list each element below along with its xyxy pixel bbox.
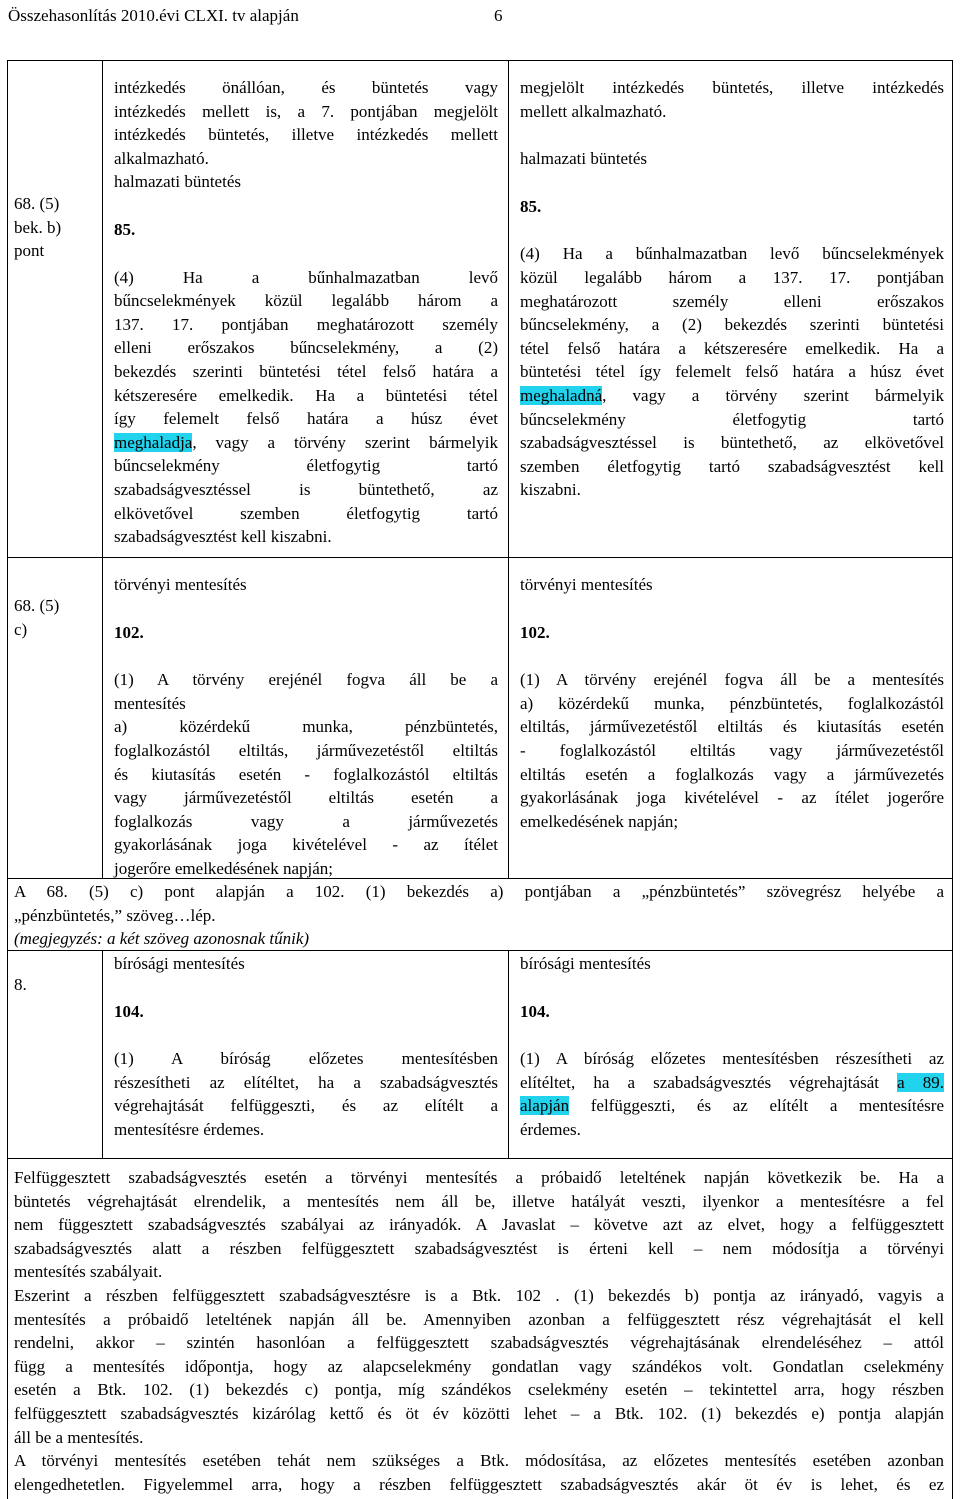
text-line: gyakorlásának joga kivételével - az ítélet — [114, 835, 498, 855]
text-line: mellett alkalmazható. — [520, 101, 667, 121]
table-top-border — [7, 60, 953, 61]
row2-reference — [14, 594, 98, 641]
text-line: vagy járművezetéstől eltiltás esetén a — [114, 788, 498, 808]
section-heading: halmazati büntetés — [114, 172, 241, 192]
text-line: szabadságvesztéssel is büntethető, az — [114, 479, 498, 499]
ref-line: bek. b) — [14, 217, 62, 237]
ref-line: 68. (5) — [14, 596, 60, 615]
row1-reference — [14, 192, 98, 263]
commentary-line: áll be a mentesítés. — [14, 1427, 144, 1447]
commentary-line: Felfüggesztett szabadságvesztés esetén a törvényi mentesítés a próbaidő leteltének napján következik be. Ha a — [14, 1168, 944, 1187]
section-heading: halmazati büntetés — [520, 149, 647, 169]
text-line — [520, 1094, 944, 1118]
section-heading: törvényi mentesítés — [520, 575, 653, 594]
text-span: elítéltet, ha a szabadságvesztés végrehajtását — [520, 1072, 898, 1092]
commentary-line: felfüggesztett szabadságvesztés kizárólag kettő és öt év közötti lehet – a Btk. 102. (1) bekezdés e) pontja alapján — [14, 1403, 944, 1423]
text-line: kétszeresére emelkedik. Ha a büntetési tétel — [114, 385, 498, 405]
section-number: 85. — [520, 196, 542, 216]
text-line: bűncselekmények közül legalább három a — [114, 291, 498, 311]
column-divider-2 — [508, 60, 509, 878]
text-line: büntetési tétel így felemelt felső határa a húsz évet — [520, 362, 944, 382]
commentary-line: függ a mentesítés időpontja, hogy az alapcselekmény gondatlan vagy szándékos volt. Gondatlan cselekmény — [14, 1356, 944, 1376]
row3-old-text — [114, 952, 498, 1142]
text-line: közül legalább három a 137. 17. pontjában — [520, 267, 944, 287]
text-line: részesítheti az elítéltet, ha a szabadságvesztés — [114, 1072, 498, 1092]
section-number: 104. — [114, 1001, 144, 1021]
text-line: a) közérdekű munka, pénzbüntetés, foglalkozástól — [520, 693, 944, 713]
column-divider-1b — [102, 950, 103, 1158]
ref-line: 68. (5) — [14, 194, 60, 213]
text-line: intézkedés önállóan, és büntetés vagy — [114, 78, 498, 97]
table-border-left — [7, 60, 8, 1499]
row1-new-text — [520, 76, 944, 502]
ref-line: pont — [14, 241, 45, 261]
text-line: (1) A törvény erejénél fogva áll be a mentesítés — [520, 670, 944, 690]
note-remark: (megjegyzés: a két szöveg azonosnak tűnik) — [14, 929, 310, 949]
text-line: (4) Ha a bűnhalmazatban levő bűncselekmények — [520, 244, 944, 264]
section-heading: bírósági mentesítés — [520, 954, 651, 973]
text-line: elkövetővel szemben életfogytig tartó — [114, 503, 498, 523]
text-line — [520, 384, 944, 408]
text-line: szabadságvesztéssel is büntethető, az elkövetővel — [520, 433, 944, 453]
commentary-line: büntetés végrehajtását elrendelik, a mentesítés nem áll be, illetve hatályát veszti, ilyenkor a mentesítésre a fel — [14, 1191, 944, 1211]
text-line: gyakorlásának joga kivételével - az ítélet jogerőre — [520, 788, 944, 808]
text-line: (1) A bíróság előzetes mentesítésben részesítheti az — [520, 1049, 944, 1069]
text-line: emelkedésének napján; — [520, 811, 679, 831]
text-line: jogerőre emelkedésének napján; — [114, 858, 334, 878]
text-line: bekezdés szerinti büntetési tétel felső határa a — [114, 361, 498, 381]
text-line: intézkedés büntetés, illetve intézkedés mellett — [114, 125, 498, 145]
row3-reference — [14, 973, 98, 997]
section-number: 104. — [520, 1001, 550, 1021]
text-line: tétel felső határa a kétszeresére emelkedik. Ha a — [520, 338, 944, 358]
row3-new-text — [520, 952, 944, 1142]
table-border-right — [952, 60, 953, 1499]
commentary-line: esetén a Btk. 102. (1) bekezdés c) pontja, míg szándékos cselekmény esetén – tekintettel arra, hogy részben — [14, 1380, 944, 1400]
text-line: a) közérdekű munka, pénzbüntetés, — [114, 717, 498, 737]
text-line: bűncselekmény, a (2) bekezdés szerinti büntetési — [520, 315, 944, 335]
text-line: mentesítésre érdemes. — [114, 1119, 265, 1139]
row2-amendment-note — [14, 880, 944, 951]
text-line: bűncselekmény életfogytig tartó — [520, 409, 944, 429]
text-span: felfüggeszti, és az elítélt a mentesítésre — [569, 1096, 944, 1116]
text-line: mentesítés — [114, 693, 186, 713]
text-line: meghatározott személy elleni erőszakos — [520, 291, 944, 311]
highlighted-change: alapján — [520, 1096, 570, 1116]
ref-line: 8. — [14, 975, 27, 994]
highlighted-change: a 89. — [897, 1072, 945, 1092]
commentary-line: rendelni, akkor – szintén hasonlóan a felfüggesztett szabadságvesztés végrehajtásának elrendeléséhez – attól — [14, 1333, 944, 1353]
text-line: alkalmazható. — [114, 148, 209, 168]
document-header-title: Összehasonlítás 2010.évi CLXI. tv alapján — [8, 6, 299, 25]
text-line: megjelölt intézkedés büntetés, illetve intézkedés — [520, 78, 944, 97]
commentary-line: elengedhetetlen. Figyelemmel arra, hogy a részben felfüggesztett szabadságvesztés akár öt év is lehet, és ez — [14, 1474, 944, 1494]
text-line: (1) A bíróság előzetes mentesítésben — [114, 1049, 498, 1069]
text-line: eltiltás, járművezetéstől eltiltás és kiutasítás esetén — [520, 717, 944, 737]
note-line: A 68. (5) c) pont alapján a 102. (1) bekezdés a) pontjában a „pénzbüntetés” szövegrész helyébe a — [14, 882, 944, 901]
row1-old-text — [114, 76, 498, 549]
text-line — [520, 1071, 944, 1095]
text-line: így felemelt felső határa a húsz évet — [114, 409, 498, 429]
text-line: bűncselekmény életfogytig tartó — [114, 456, 498, 476]
column-divider-2b — [508, 950, 509, 1158]
row2-new-text — [520, 573, 944, 833]
text-line: foglalkozás vagy a járművezetés — [114, 811, 498, 831]
text-span: , vagy a törvény szerint bármelyik — [192, 432, 498, 452]
commentary-line: nem függesztett szabadságvesztés szabályai az irányadók. A Javaslat – követve azt az elvet, hogy a felfüggesztett — [14, 1215, 944, 1235]
section-heading: törvényi mentesítés — [114, 575, 247, 594]
text-line: szemben életfogytig tartó szabadságvesztést kell — [520, 456, 944, 476]
text-span: , vagy a törvény szerint bármelyik — [602, 385, 944, 405]
commentary-text — [14, 1166, 944, 1496]
row-divider-1 — [7, 557, 953, 558]
section-number: 102. — [520, 622, 550, 642]
ref-line: c) — [14, 619, 28, 639]
text-line: (4) Ha a bűnhalmazatban levő — [114, 267, 498, 287]
commentary-line: Eszerint a részben felfüggesztett szabadságvesztésre is a Btk. 102 . (1) bekezdés b) pontja az irányadó, vagyis a — [14, 1285, 944, 1305]
note-line: „pénzbüntetés,” szöveg…lép. — [14, 905, 216, 925]
row-divider-4 — [7, 1158, 953, 1159]
text-line: érdemes. — [520, 1119, 581, 1139]
text-line: foglalkozástól eltiltás, járművezetéstől eltiltás — [114, 740, 498, 760]
commentary-line: szabadságvesztés alatt a részben felfüggesztett szabadságvesztést is érteni kell – nem módosítja a törvényi — [14, 1238, 944, 1258]
text-line: intézkedés mellett is, a 7. pontjában megjelölt — [114, 101, 498, 121]
text-line: és kiutasítás esetén - foglalkozástól eltiltás — [114, 764, 498, 784]
row2-old-text — [114, 573, 498, 881]
highlighted-change: meghaladja — [114, 432, 193, 452]
text-line: 137. 17. pontjában meghatározott személy — [114, 314, 498, 334]
column-divider-1 — [102, 60, 103, 878]
text-line: (1) A törvény erejénél fogva áll be a — [114, 670, 498, 690]
section-number: 102. — [114, 622, 144, 642]
text-line: - foglalkozástól eltiltás vagy járművezetéstől — [520, 740, 944, 760]
text-line: kiszabni. — [520, 480, 581, 500]
commentary-line: mentesítés a próbaidő leteltének napján áll be. Amennyiben azonban a felfüggesztett rész végrehajtását el kell — [14, 1309, 944, 1329]
section-number: 85. — [114, 219, 136, 239]
commentary-line: A törvényi mentesítés esetében tehát nem szükséges a Btk. módosítása, az előzetes mentesítés esetében azonban — [14, 1451, 944, 1471]
page-number: 6 — [494, 6, 503, 25]
text-line: elleni erőszakos bűncselekmény, a (2) — [114, 338, 498, 358]
highlighted-change: meghaladná — [520, 385, 603, 405]
commentary-line: mentesítés szabályait. — [14, 1262, 163, 1282]
text-line: végrehajtását felfüggeszti, és az elítélt a — [114, 1096, 498, 1116]
text-line: szabadságvesztést kell kiszabni. — [114, 527, 332, 547]
text-line: eltiltás esetén a foglalkozás vagy a járművezetés — [520, 764, 944, 784]
section-heading: bírósági mentesítés — [114, 954, 245, 973]
text-line — [114, 431, 498, 455]
